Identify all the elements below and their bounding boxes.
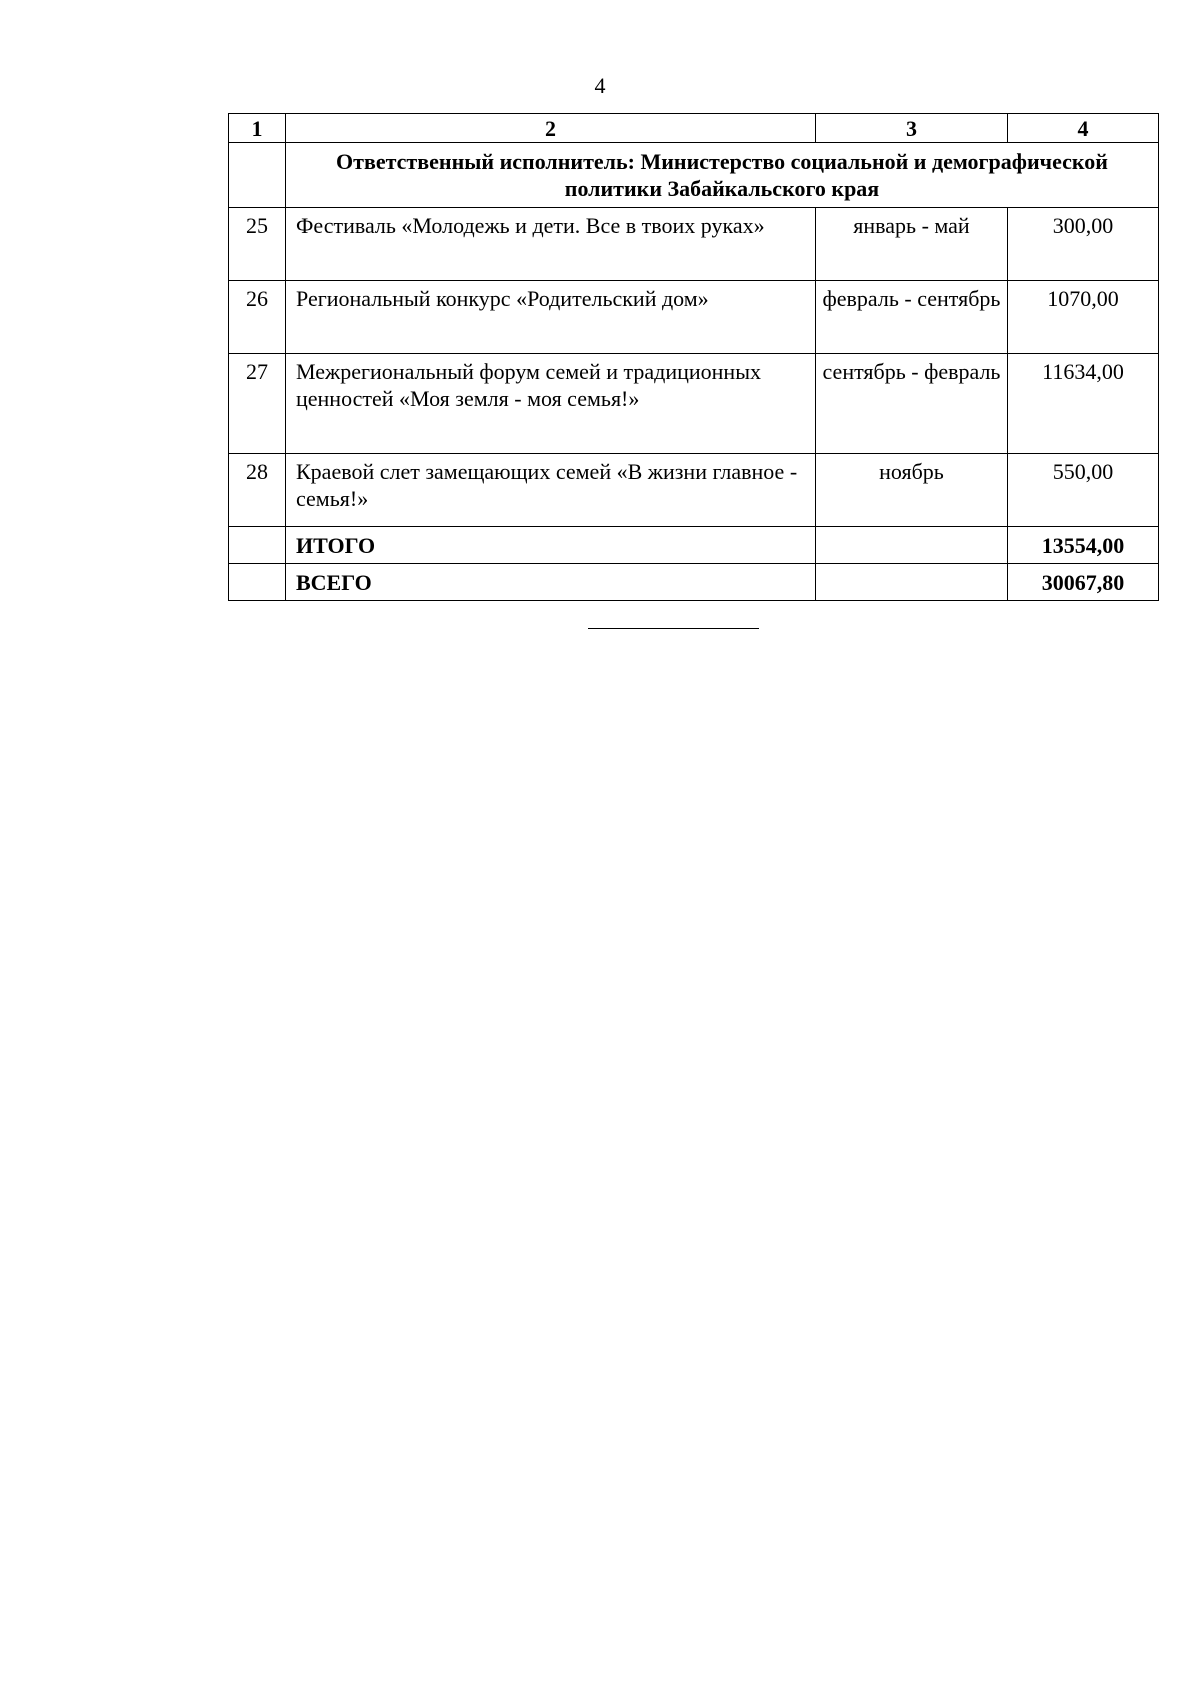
section-row [229, 143, 1159, 208]
table-row [229, 281, 1159, 354]
event-amount: 550,00 [1008, 454, 1159, 527]
section-title: Ответственный исполнитель: Министерство социальной и демографической политики Забайкальского края [286, 143, 1159, 208]
grand-total-value: 30067,80 [1008, 564, 1159, 601]
event-name: Межрегиональный форум семей и традиционных ценностей «Моя земля - моя семья!» [286, 354, 816, 454]
grand-total-label: ВСЕГО [286, 564, 816, 601]
table-row [229, 208, 1159, 281]
column-number-2: 2 [286, 114, 816, 143]
table-header-row [229, 114, 1159, 143]
subtotal-value: 13554,00 [1008, 527, 1159, 564]
section-empty-cell [229, 143, 286, 208]
event-amount: 1070,00 [1008, 281, 1159, 354]
grand-total-period-empty [816, 564, 1008, 601]
subtotal-empty-cell [229, 527, 286, 564]
event-period: ноябрь [816, 454, 1008, 527]
column-number-1: 1 [229, 114, 286, 143]
event-name: Фестиваль «Молодежь и дети. Все в твоих руках» [286, 208, 816, 281]
event-period: сентябрь - февраль [816, 354, 1008, 454]
event-name: Краевой слет замещающих семей «В жизни главное - семья!» [286, 454, 816, 527]
row-number: 25 [229, 208, 286, 281]
event-period: январь - май [816, 208, 1008, 281]
table-row [229, 454, 1159, 527]
row-number: 27 [229, 354, 286, 454]
row-number: 28 [229, 454, 286, 527]
event-amount: 11634,00 [1008, 354, 1159, 454]
row-number: 26 [229, 281, 286, 354]
subtotal-period-empty [816, 527, 1008, 564]
event-period: февраль - сентябрь [816, 281, 1008, 354]
table-row [229, 354, 1159, 454]
subtotal-label: ИТОГО [286, 527, 816, 564]
column-number-3: 3 [816, 114, 1008, 143]
column-number-4: 4 [1008, 114, 1159, 143]
grand-total-empty-cell [229, 564, 286, 601]
end-separator-line [588, 628, 759, 629]
page-number: 4 [594, 73, 606, 98]
events-table [228, 113, 1159, 601]
subtotal-row [229, 527, 1159, 564]
grand-total-row [229, 564, 1159, 601]
event-name: Региональный конкурс «Родительский дом» [286, 281, 816, 354]
event-amount: 300,00 [1008, 208, 1159, 281]
